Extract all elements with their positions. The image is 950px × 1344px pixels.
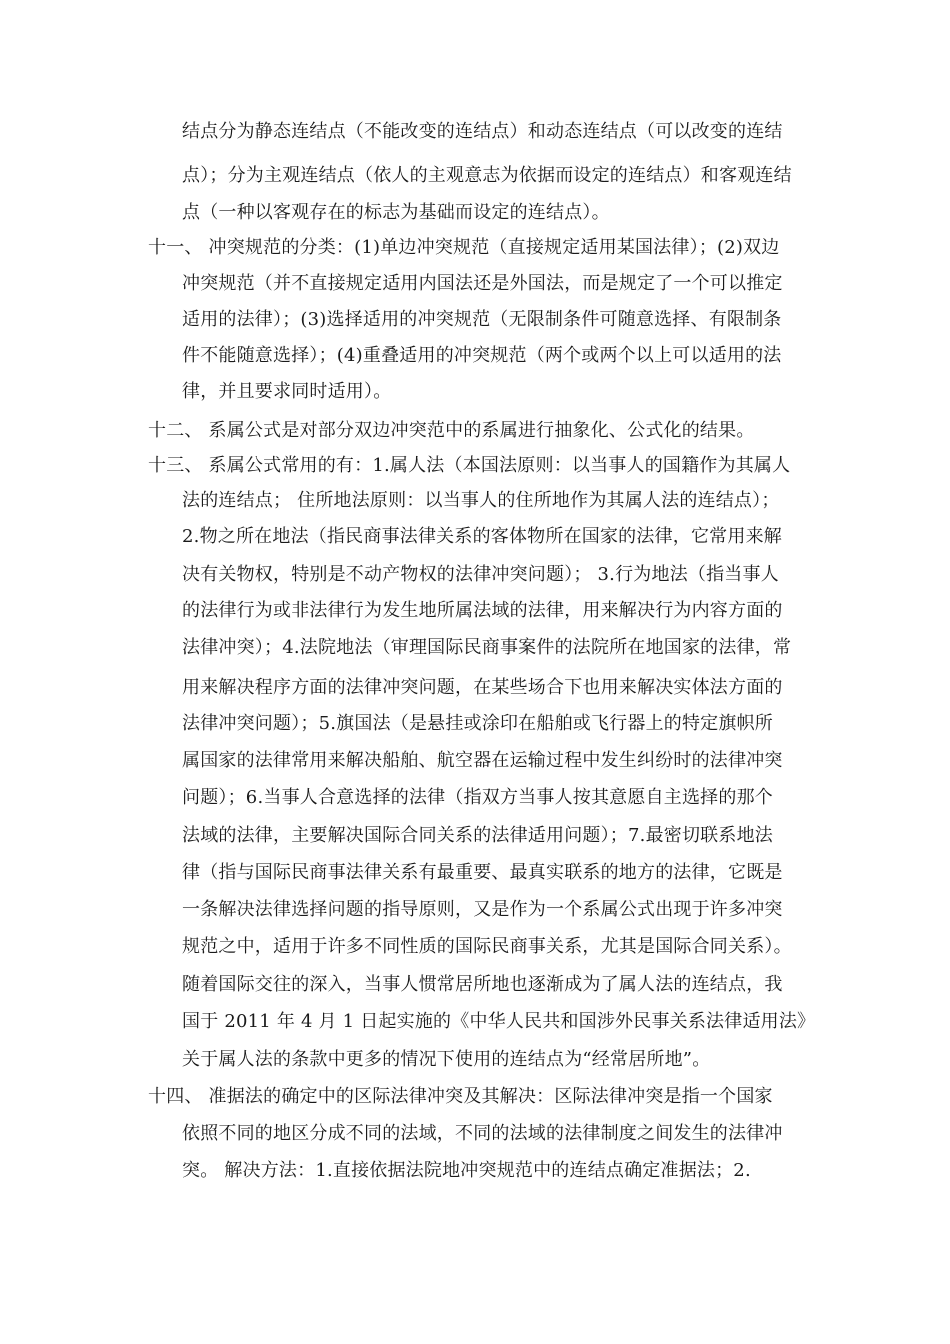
text-line: 法的连结点； 住所地法原则：以当事人的住所地作为其属人法的连结点）；: [182, 490, 780, 511]
text-line: 问题）；6.当事人合意选择的法律（指双方当事人按其意愿自主选择的那个: [182, 787, 773, 808]
text-line: 2.物之所在地法（指民商事法律关系的客体物所在国家的法律，它常用来解: [182, 526, 782, 547]
list-item-11: 十一、 冲突规范的分类：(1)单边冲突规范（直接规定适用某国法律）；(2)双边: [148, 237, 780, 258]
text-line: 适用的法律）；(3)选择适用的冲突规范（无限制条件可随意选择、有限制条: [182, 309, 782, 330]
text-line: 决有关物权，特别是不动产物权的法律冲突问题）； 3.行为地法（指当事人: [182, 564, 779, 585]
list-item-14: 十四、 准据法的确定中的区际法律冲突及其解决：区际法律冲突是指一个国家: [148, 1086, 773, 1107]
text-line: 用来解决程序方面的法律冲突问题，在某些场合下也用来解决实体法方面的: [182, 677, 783, 698]
text-line: 一条解决法律选择问题的指导原则，又是作为一个系属公式出现于许多冲突: [182, 899, 783, 920]
text-line: 冲突规范（并不直接规定适用内国法还是外国法，而是规定了一个可以推定: [182, 273, 783, 294]
text-line: 结点分为静态连结点（不能改变的连结点）和动态连结点（可以改变的连结: [182, 121, 783, 142]
text-line: 国于 2011 年 4 月 1 日起实施的《中华人民共和国涉外民事关系法律适用法》: [182, 1011, 816, 1032]
text-line: 属国家的法律常用来解决船舶、航空器在运输过程中发生纠纷时的法律冲突: [182, 750, 783, 771]
text-line: 律（指与国际民商事法律关系有最重要、最真实联系的地方的法律，它既是: [182, 862, 783, 883]
text-line: 依照不同的地区分成不同的法域，不同的法域的法律制度之间发生的法律冲: [182, 1123, 783, 1144]
list-item-12: 十二、 系属公式是对部分双边冲突范中的系属进行抽象化、公式化的结果。: [148, 420, 755, 441]
text-line: 点（一种以客观存在的标志为基础而设定的连结点）。: [182, 202, 610, 223]
text-line: 法律冲突）；4.法院地法（审理国际民商事案件的法院所在地国家的法律，常: [182, 637, 792, 658]
text-line: 法域的法律，主要解决国际合同关系的法律适用问题）；7.最密切联系地法: [182, 825, 773, 846]
text-line: 的法律行为或非法律行为发生地所属法域的法律，用来解决行为内容方面的: [182, 600, 783, 621]
text-line: 规范之中，适用于许多不同性质的国际民商事关系，尤其是国际合同关系）。: [182, 936, 792, 957]
text-line: 突。 解决方法：1.直接依据法院地冲突规范中的连结点确定准据法；2.: [182, 1160, 751, 1181]
text-line: 随着国际交往的深入，当事人惯常居所地也逐渐成为了属人法的连结点，我: [182, 974, 783, 995]
text-line: 关于属人法的条款中更多的情况下使用的连结点为“经常居所地”。: [182, 1049, 711, 1070]
text-line: 法律冲突问题）；5.旗国法（是悬挂或涂印在船舶或飞行器上的特定旗帜所: [182, 713, 773, 734]
text-line: 律，并且要求同时适用）。: [182, 381, 392, 402]
text-line: 点）；分为主观连结点（依人的主观意志为依据而设定的连结点）和客观连结: [182, 165, 792, 186]
text-line: 件不能随意选择）；(4)重叠适用的冲突规范（两个或两个以上可以适用的法: [182, 345, 782, 366]
list-item-13: 十三、 系属公式常用的有：1.属人法（本国法原则：以当事人的国籍作为其属人: [148, 455, 791, 476]
